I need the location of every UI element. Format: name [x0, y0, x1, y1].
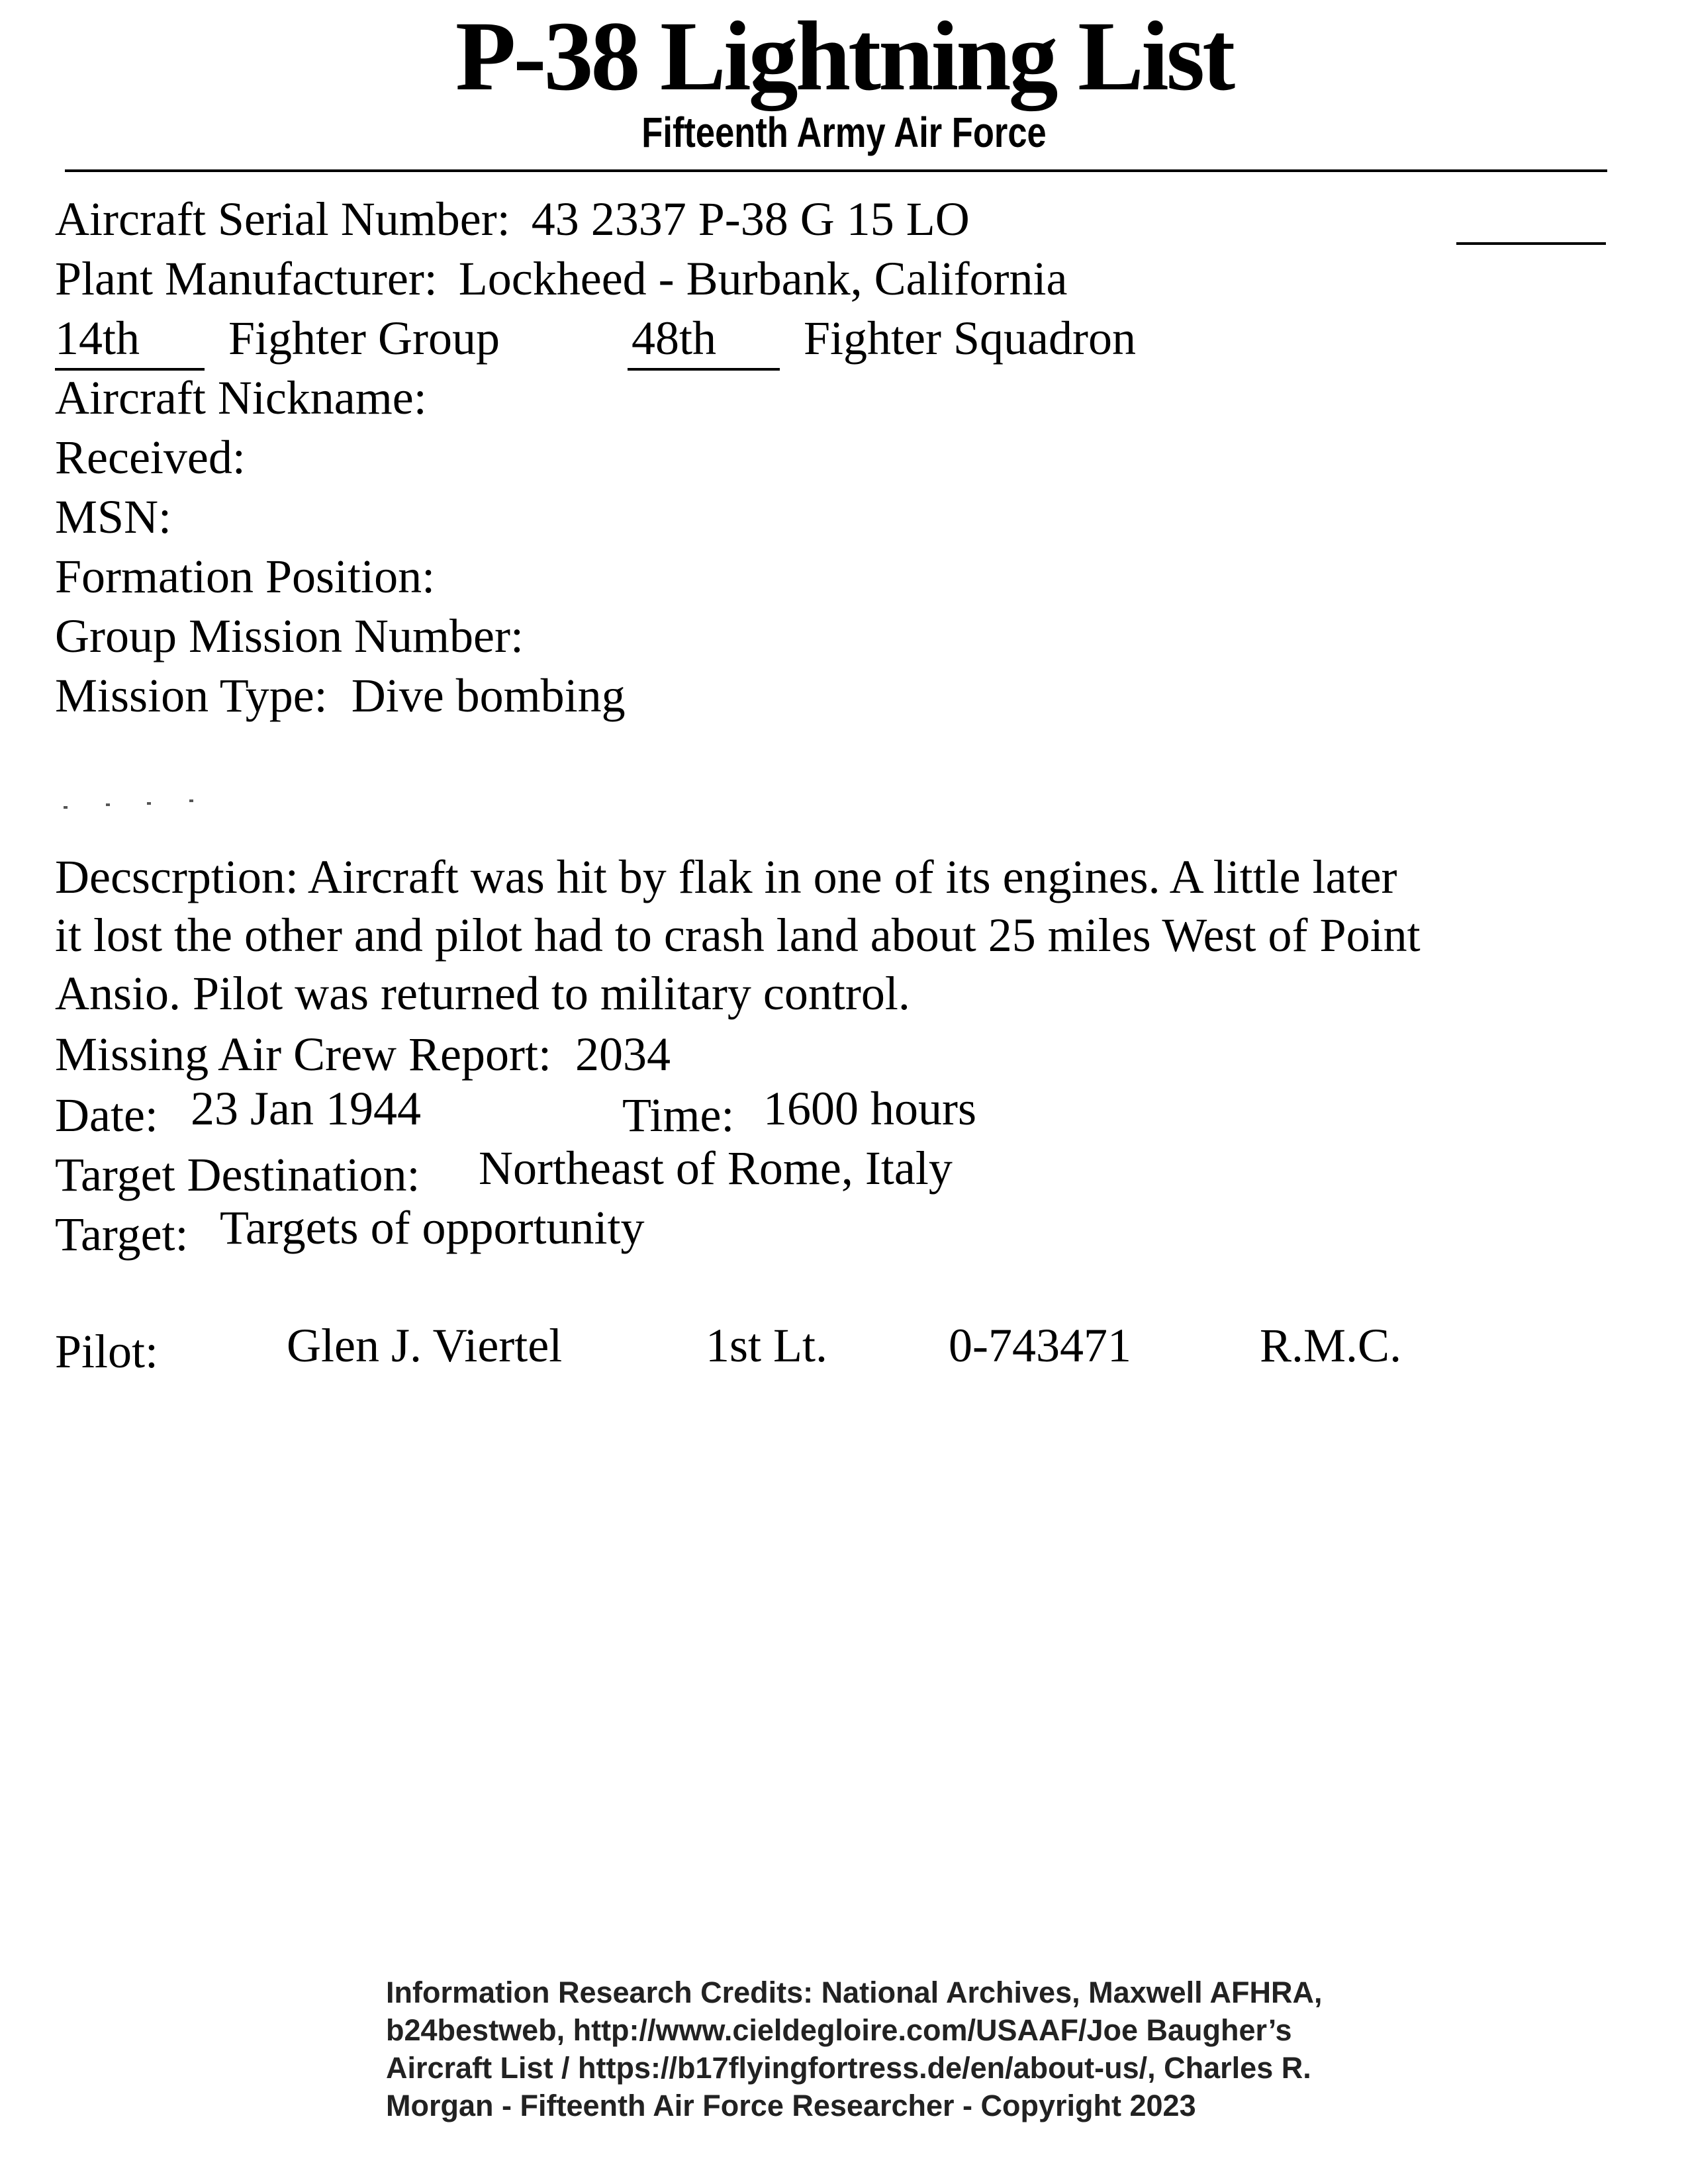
manufacturer-label: Plant Manufacturer:	[55, 252, 438, 305]
description-text-1: Aircraft was hit by flak in one of its engines. A little later	[307, 850, 1397, 903]
macr-row	[55, 1024, 671, 1084]
squadron-row	[628, 308, 1136, 371]
pilot-name: Glen J. Viertel	[287, 1319, 563, 1372]
squadron-value: 48th	[628, 308, 780, 371]
credits-line-3: Aircraft List / https://b17flyingfortress.de/en/about-us/, Charles R.	[386, 2051, 1311, 2085]
received-label: Received:	[55, 431, 246, 484]
description-label: Decscrption:	[55, 850, 299, 903]
scan-speck	[64, 806, 68, 809]
page-subtitle: Fifteenth Army Air Force	[641, 109, 1047, 156]
date-label: Date:	[55, 1089, 158, 1142]
pilot-serial: 0-743471	[949, 1319, 1131, 1372]
target-label: Target:	[55, 1208, 189, 1261]
pilot-rank: 1st Lt.	[706, 1319, 828, 1372]
formation-label: Formation Position:	[55, 550, 436, 603]
description-line-2: it lost the other and pilot had to crash land about 25 miles West of Point	[55, 909, 1421, 962]
serial-label: Aircraft Serial Number:	[55, 193, 510, 246]
serial-value: 43 2337 P-38 G 15 LO	[531, 193, 970, 246]
scan-speck	[189, 799, 193, 802]
scan-speck	[106, 803, 110, 806]
msn-label: MSN:	[55, 490, 172, 543]
group-label: Fighter Group	[228, 312, 500, 365]
nickname-label: Aircraft Nickname:	[55, 371, 427, 424]
manufacturer-row	[55, 249, 1067, 308]
time-value: 1600 hours	[763, 1082, 976, 1135]
time-label: Time:	[622, 1089, 735, 1142]
serial-row	[55, 189, 970, 249]
mission-type-value: Dive bombing	[351, 669, 626, 722]
manufacturer-value: Lockheed - Burbank, California	[458, 252, 1068, 305]
group-value: 14th	[55, 308, 205, 371]
group-mission-label: Group Mission Number:	[55, 610, 524, 662]
page-title: P-38 Lightning List	[455, 1, 1233, 111]
macr-value: 2034	[575, 1028, 671, 1081]
credits-line-1: Information Research Credits: National Archives, Maxwell AFHRA,	[386, 1976, 1323, 2009]
header-divider	[65, 169, 1607, 172]
squadron-label: Fighter Squadron	[804, 312, 1136, 365]
group-row	[55, 308, 500, 371]
research-credits	[386, 1974, 1323, 2124]
destination-value: Northeast of Rome, Italy	[479, 1142, 953, 1195]
destination-label: Target Destination:	[55, 1148, 420, 1201]
mission-type-label: Mission Type:	[55, 669, 328, 722]
description-line-1	[55, 847, 1397, 907]
mission-type-row	[55, 666, 626, 725]
scan-speck	[147, 802, 151, 805]
pilot-status: R.M.C.	[1260, 1319, 1402, 1372]
pilot-label: Pilot:	[55, 1325, 159, 1378]
macr-label: Missing Air Crew Report:	[55, 1028, 551, 1081]
serial-blank-line	[1456, 242, 1606, 245]
target-value: Targets of opportunity	[220, 1201, 645, 1254]
credits-line-2: b24bestweb, http://www.cieldegloire.com/USAAF/Joe Baugher’s	[386, 2013, 1292, 2047]
credits-line-4: Morgan - Fifteenth Air Force Researcher - Copyright 2023	[386, 2089, 1196, 2122]
description-line-3: Ansio. Pilot was returned to military control.	[55, 967, 910, 1020]
date-value: 23 Jan 1944	[191, 1082, 421, 1135]
